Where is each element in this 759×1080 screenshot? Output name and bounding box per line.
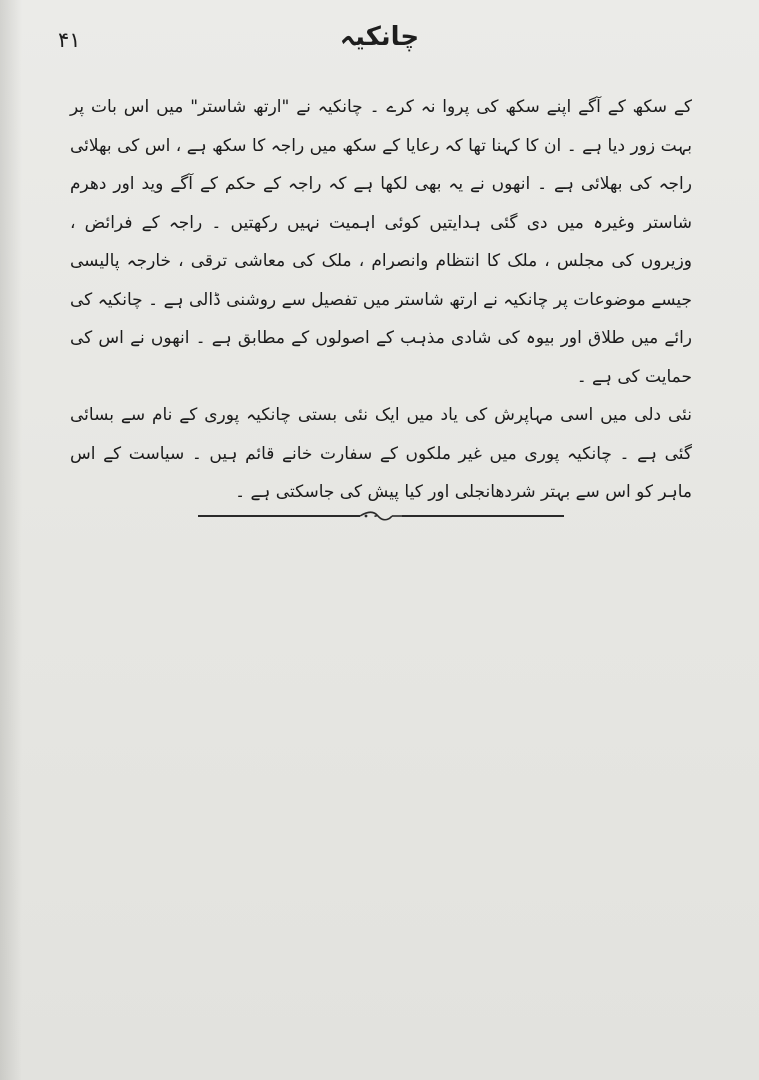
paragraph: کے سکھ کے آگے اپنے سکھ کی پروا نہ کرے ۔ چانکیہ نے "ارتھ شاستر" میں اس بات پر بہت زور دیا ہے ۔ ان کا کہنا تھا کہ رعایا کے سکھ میں راجہ کا سکھ ہے ، اس کی بھلائی راجہ کی بھلائی ہے ۔ انھوں نے یہ بھی لکھا ہے کہ راجہ کے حکم کے آگے وید اور دھرم شاستر وغیرہ میں دی گئی ہدایتیں کوئی اہمیت نہیں رکھتیں ۔ راجہ کے فرائض ، وزیروں کی مجلس ، ملک کا انتظام وانصرام ، ملک کی معاشی ترقی ، خارجہ پالیسی جیسے موضوعات پر چانکیہ نے ارتھ شاستر میں تفصیل سے روشنی ڈالی ہے ۔ چانکیہ کی رائے میں طلاق اور بیوہ کی شادی مذہب کے اصولوں کے مطابق ہے ۔ انھوں نے اس کی حمایت کی ہے ۔: [70, 97, 692, 387]
running-title: چانکیہ: [339, 22, 420, 52]
divider-line-left: [198, 515, 360, 517]
page-number: ۴۱: [58, 28, 81, 52]
divider-line-right: [402, 515, 564, 517]
ornament-icon: [358, 509, 404, 523]
body-text: [70, 88, 692, 512]
section-divider: [198, 509, 564, 523]
paragraph: نئی دلی میں اسی مہاپرش کی یاد میں ایک نئی بستی چانکیہ پوری کے نام سے بسائی گئی ہے ۔ چانکیہ پوری میں غیر ملکوں کے سفارت خانے قائم ہیں ۔ سیاست کے اس ماہر کو اس سے بہتر شردھانجلی اور کیا پیش کی جاسکتی ہے ۔: [70, 405, 692, 502]
